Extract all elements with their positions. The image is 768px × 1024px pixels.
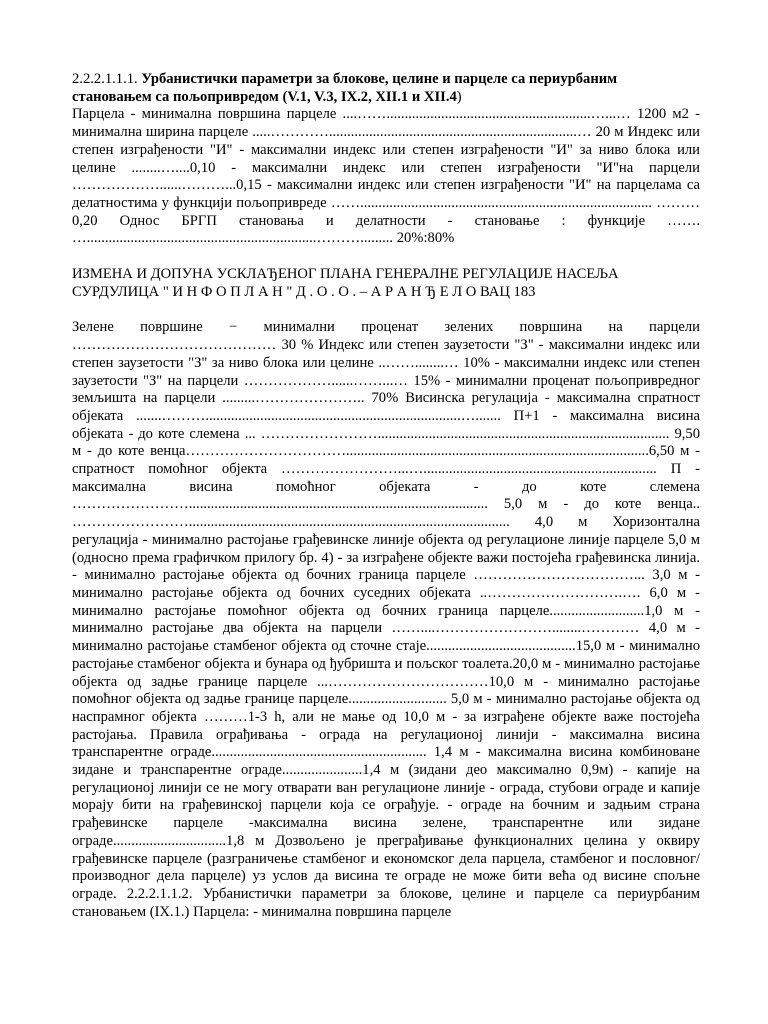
spacer: [72, 248, 700, 266]
spacer: [72, 301, 700, 319]
parcel-parameters-paragraph: Парцела - минимална површина парцеле ....……........................................................…...… 1200 м2 - минимална ширина парцеле .....…………....................................................................… 20 м Индекс или степен изграђености "И" - максимални индекс или степен изграђености "И" за ниво блока или целине ........…....0,10 - максимални индекс или степен изграђености "И"на парцели ………………......………...0,15 - максимални индекс или степен изграђености "И" на парцелама са делатностима у функцији пољопривреде ……................................................................................ ………0,20 Однос БРГП становања и делатности - становање : функције ……. …...............................................................………......... 20%:80%: [72, 106, 700, 247]
page-header-text: ИЗМЕНА И ДОПУНА УСКЛАЂЕНОГ ПЛАНА ГЕНЕРАЛНЕ РЕГУЛАЦИЈЕ НАСЕЉА СУРДУЛИЦА " И Н Ф О П Л А Н " Д . О . О . – А Р А Н Ђ Е Л О ВАЦ 183: [72, 266, 619, 300]
section-title-end: ): [456, 88, 462, 105]
section-heading: [72, 71, 700, 106]
section-title: Урбанистички параметри за блокове, целине и парцеле са периурбаним становањем са пољопривредом (V.1, V.3, IX.2, XII.1 и XII.4: [72, 71, 618, 105]
regulation-parameters-paragraph: Зелене површине − минимални проценат зелених површина на парцели …………………………………… 30 % Индекс или степен заузетости "З" - максимални индекс или степен заузетости "З" за ниво блока или целине ..……........… 10% - максимални индекс или степен заузетости "З" на парцели ………………......……...… 15% - минимални проценат пољопривредног земљишта на парцели .........………………….. 70% Висинска регулација - максимална спратност објеката .......………......................................................................…....... П+1 - максимална висина објеката - до коте слемена ... ……………………................................................................................ 9,50 м - до коте венца……………………………...................................................................................6,50 м - спратност помоћног објекта ……………………...…................................................................ П - максимална висина помоћног објеката - до коте слемена …………………….................................................................................. 5,0 м - до коте венца.. ……………………........................................................................................ 4,0 м Хоризонтална регулација - минимално растојање грађевинске линије објекта од регулационе линије парцеле 5,0 м (односно према графичком прилогу бр. 4) - за изграђене објекте важи постојећа грађевинска линија. - минимално растојање објекта од бочних граница парцеле ……………………………... 3,0 м - минимално растојање објекта од бочних суседних објеката ..……………………….…. 6,0 м - минимално растојање помоћног објекта од бочних граница парцеле..........................1,0 м - минимално растојање два објекта на парцели ……....……………………........………… 4,0 м - минимално растојање стамбеног објекта од сточне стаје.........................................15,0 м - минимално растојање стамбеног објекта и бунара од ђубришта и пољског тоалета.20,0 м - минимално растојање објекта од задње границе парцеле ...……………………………10,0 м - минимално растојање помоћног објекта од задње границе парцеле........................... 5,0 м - минимално растојање објекта од наспрамног објекта ………1-3 h, али не мање од 10,0 м - за изграђене објекте важе постојећа растојања. Правила ограђивања - ограда на регулационој линији - максимална висина транспарентне ограде........................................................... 1,4 м - максимална висина комбиноване зидане и транспарентне ограде......................1,4 м (зидани део максимално 0,9м) - капије на регулационој линији се не могу отварати ван регулационе линије - ограда, стубови ограде и капије морају бити на грађевинској парцели која се ограђује. - ограде на бочним и задњим страна грађевинске парцеле -максимална висина зелене, транспарентне или зидане ограде...............................1,8 м Дозвољено је преграђивање функционалних целина у оквиру грађевинске парцеле (разграничење стамбеног и економског дела парцела, стамбеног и пословног/производног дела парцеле) уз услов да висина те ограде не може бити већа од висине спољне ограде. 2.2.2.1.1.2. Урбанистички параметри за блокове, целине и парцеле са периурбаним становањем (IX.1.) Парцела: - минимална површина парцеле: [72, 319, 700, 920]
document-body: [72, 71, 700, 921]
section-number: 2.2.2.1.1.1.: [72, 71, 138, 87]
